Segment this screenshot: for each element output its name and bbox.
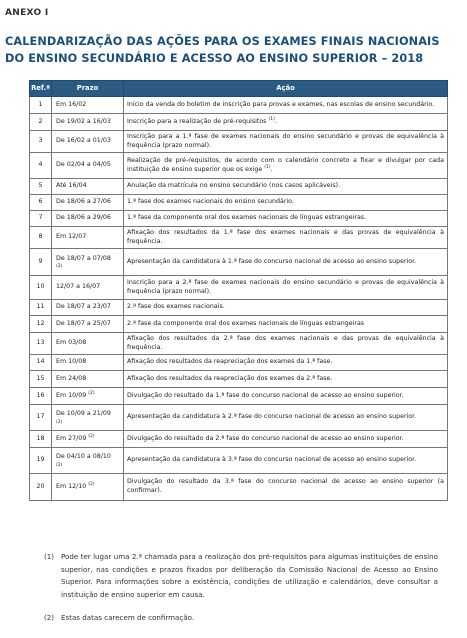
row-prazo: De 19/02 a 16/03 [56, 117, 111, 125]
page-title [5, 33, 460, 67]
row-prazo-cell [52, 316, 124, 333]
footnote-text: Estas datas carecem de confirmação. [61, 613, 195, 623]
row-prazo: Em 16/02 [56, 100, 87, 108]
row-acao: Divulgação do resultado da 3.ª fase do concurso nacional de acesso ao ensino superior (a confirmar). [127, 478, 444, 494]
row-prazo-cell [52, 300, 124, 316]
row-acao-cell [124, 448, 448, 474]
row-prazo: De 16/02 a 01/03 [56, 137, 111, 145]
row-acao-cell [124, 195, 448, 211]
row-prazo-cell [52, 131, 124, 153]
row-prazo: Em 12/07 [56, 233, 87, 241]
row-acao: Apresentação da candidatura à 3.ª fase do concurso nacional de acesso ao ensino superior. [127, 456, 417, 464]
row-acao: Afixação dos resultados da 2.ª fase dos exames nacionais e das provas de equivalência à frequência. [127, 334, 444, 351]
row-prazo: De 18/07 a 25/07 [56, 319, 111, 327]
row-acao-cell: Inscrição para a realização de pré-requisitos $^{(1)}$. [124, 114, 448, 131]
table-row [30, 355, 448, 371]
row-ref: 7 [30, 211, 52, 227]
row-acao-cell [124, 131, 448, 153]
table-row [30, 153, 448, 179]
row-ref: 1 [30, 97, 52, 114]
table-row [30, 179, 448, 195]
row-ref: 16 [30, 388, 52, 405]
footnote-number: (1) [44, 552, 55, 561]
table-row [30, 227, 448, 249]
row-prazo-cell [52, 388, 124, 405]
row-acao-cell [124, 388, 448, 405]
row-acao-cell [124, 179, 448, 195]
row-acao-cell [124, 211, 448, 227]
row-prazo-cell [52, 195, 124, 211]
row-acao-cell [124, 371, 448, 388]
row-acao: Início da venda do boletim de inscrição para provas e exames, nas escolas de ensino secundário. [127, 100, 435, 108]
prazo-footnote-ref: (2) [56, 419, 63, 425]
row-prazo-cell [52, 179, 124, 195]
row-acao: Inscrição para a 2.ª fase de exames nacionais do ensino secundário e provas de equivalência à frequência (prazo normal). [127, 278, 444, 295]
row-ref: 3 [30, 131, 52, 153]
prazo-footnote-ref: (2) [88, 481, 95, 487]
row-ref: 6 [30, 195, 52, 211]
table-row [30, 249, 448, 276]
row-ref: 12 [30, 316, 52, 333]
schedule-table [29, 80, 448, 501]
row-prazo: De 18/07 a 23/07 [56, 303, 111, 311]
row-acao-cell [124, 431, 448, 448]
row-prazo-cell [52, 333, 124, 355]
row-prazo: Até 16/04 [56, 182, 87, 190]
row-ref: 10 [30, 276, 52, 300]
row-acao: Realização de pré-requisitos, de acordo com o calendário concreto a fixar e divulgar por cada instituição de ensino superior que os exige [127, 156, 444, 173]
row-acao: Afixação dos resultados da reapreciação dos exames da 1.ª fase. [127, 358, 333, 366]
row-prazo-cell [52, 249, 124, 276]
row-acao: 2.ª fase da componente oral dos exames nacionais de línguas estrangeiras [127, 319, 365, 327]
row-prazo-cell [52, 114, 124, 131]
row-prazo: Em 27/09 [56, 434, 87, 442]
title-line-1: CALENDARIZAÇÃO DAS AÇÕES PARA OS EXAMES FINAIS NACIONAIS [5, 35, 440, 48]
title-line-2: DO ENSINO SECUNDÁRIO E ACESSO AO ENSINO SUPERIOR – 2018 [5, 52, 424, 65]
row-prazo: 12/07 a 16/07 [56, 283, 101, 291]
row-acao: 2.ª fase dos exames nacionais. [127, 303, 225, 311]
row-ref: 20 [30, 474, 52, 501]
footnote [44, 612, 438, 625]
prazo-footnote-ref: (2) [88, 433, 95, 439]
row-acao-cell [124, 405, 448, 431]
table-row [30, 474, 448, 501]
table-row [30, 405, 448, 431]
row-acao-cell [124, 300, 448, 316]
row-prazo: De 02/04 a 04/05 [56, 161, 111, 169]
row-prazo: Em 10/09 [56, 391, 87, 399]
acao-footnote-ref: (1) [268, 116, 275, 122]
row-acao: Apresentação da candidatura à 2.ª fase do concurso nacional de acesso ao ensino superior. [127, 413, 417, 421]
row-prazo: De 18/06 a 29/06 [56, 214, 111, 222]
table-row [30, 371, 448, 388]
row-ref: 9 [30, 249, 52, 276]
row-prazo: Em 10/08 [56, 358, 87, 366]
row-acao: Divulgação do resultado da 2.ª fase do concurso nacional de acesso ao ensino superior. [127, 434, 404, 442]
row-acao-cell: Realização de pré-requisitos, de acordo com o calendário concreto a fixar e divulgar por cada instituição de ensino superior que os exige $^{(1)}$. [124, 153, 448, 179]
row-acao-cell [124, 333, 448, 355]
row-ref: 2 [30, 114, 52, 131]
table-row [30, 114, 448, 131]
prazo-footnote-ref: (2) [56, 462, 63, 468]
footnote-text: Pode ter lugar uma 2.ª chamada para a realização dos pré-requisitos para algumas instituições de ensino superior, nas condições e prazos fixados por deliberação da Comissão Nacional de Acesso ao Ensino Superior. Para informações sobre a existência, condições de utilização e calendários, deve consultar a instituição de ensino superior em causa. [61, 552, 438, 599]
row-acao-cell [124, 316, 448, 333]
row-prazo: De 18/06 a 27/06 [56, 198, 111, 206]
table-row [30, 195, 448, 211]
table-row [30, 276, 448, 300]
row-prazo: Em 03/08 [56, 339, 87, 347]
row-acao-cell [124, 249, 448, 276]
row-acao-cell [124, 355, 448, 371]
row-ref: 19 [30, 448, 52, 474]
row-ref: 11 [30, 300, 52, 316]
footnote [44, 551, 438, 601]
table-row [30, 431, 448, 448]
row-acao: Apresentação da candidatura à 1.ª fase do concurso nacional de acesso ao ensino superior. [127, 257, 417, 265]
row-prazo: Em 12/10 [56, 482, 87, 490]
table-row [30, 448, 448, 474]
row-prazo-cell [52, 153, 124, 179]
row-prazo-cell [52, 405, 124, 431]
row-acao: Afixação dos resultados da 1.ª fase dos exames nacionais e das provas de equivalência à frequência. [127, 228, 444, 245]
footnote-number: (2) [44, 613, 55, 623]
row-acao: Afixação dos resultados da reapreciação dos exames da 2.ª fase. [127, 374, 333, 382]
table-header-row [30, 81, 448, 97]
header-prazo: Prazo [52, 81, 124, 97]
row-ref: 4 [30, 153, 52, 179]
prazo-footnote-ref: (2) [56, 264, 63, 270]
row-ref: 8 [30, 227, 52, 249]
table-row [30, 131, 448, 153]
row-prazo-cell [52, 355, 124, 371]
row-acao: 1.ª fase da componente oral dos exames nacionais de línguas estrangeiras. [127, 214, 367, 222]
annex-label: ANEXO I [5, 8, 49, 18]
row-ref: 17 [30, 405, 52, 431]
acao-footnote-ref: (1) [264, 164, 271, 170]
row-acao: 1.ª fase dos exames nacionais do ensino secundário. [127, 198, 294, 206]
row-prazo-cell [52, 448, 124, 474]
row-ref: 14 [30, 355, 52, 371]
prazo-footnote-ref: (2) [88, 390, 95, 396]
row-acao-cell [124, 227, 448, 249]
row-ref: 15 [30, 371, 52, 388]
table-row [30, 333, 448, 355]
row-acao-cell [124, 97, 448, 114]
table-row [30, 211, 448, 227]
row-prazo-cell [52, 371, 124, 388]
row-prazo-cell [52, 276, 124, 300]
row-ref: 13 [30, 333, 52, 355]
row-ref: 5 [30, 179, 52, 195]
row-prazo: Em 24/08 [56, 374, 87, 382]
row-prazo-cell [52, 97, 124, 114]
row-acao-cell [124, 276, 448, 300]
row-ref: 18 [30, 431, 52, 448]
row-prazo-cell [52, 227, 124, 249]
table-row [30, 300, 448, 316]
table-row [30, 97, 448, 114]
row-prazo-cell [52, 211, 124, 227]
row-prazo-cell [52, 431, 124, 448]
row-prazo: De 10/09 a 21/09 [56, 410, 111, 418]
row-acao-cell [124, 474, 448, 501]
table-row [30, 388, 448, 405]
row-prazo: De 18/07 a 07/08 [56, 254, 111, 262]
row-acao: Divulgação do resultado da 1.ª fase do concurso nacional de acesso ao ensino superior. [127, 391, 404, 399]
footnotes [44, 551, 438, 625]
row-acao: Anulação da matrícula no ensino secundário (nos casos aplicáveis). [127, 182, 341, 190]
row-prazo-cell [52, 474, 124, 501]
header-ref: Ref.ª [30, 81, 52, 97]
header-acao: Ação [124, 81, 448, 97]
table-row [30, 316, 448, 333]
row-prazo: De 04/10 a 08/10 [56, 453, 111, 461]
row-acao: Inscrição para a realização de pré-requisitos [127, 117, 267, 125]
row-acao: Inscrição para a 1.ª fase de exames nacionais do ensino secundário e provas de equivalência à frequência (prazo normal). [127, 132, 444, 149]
